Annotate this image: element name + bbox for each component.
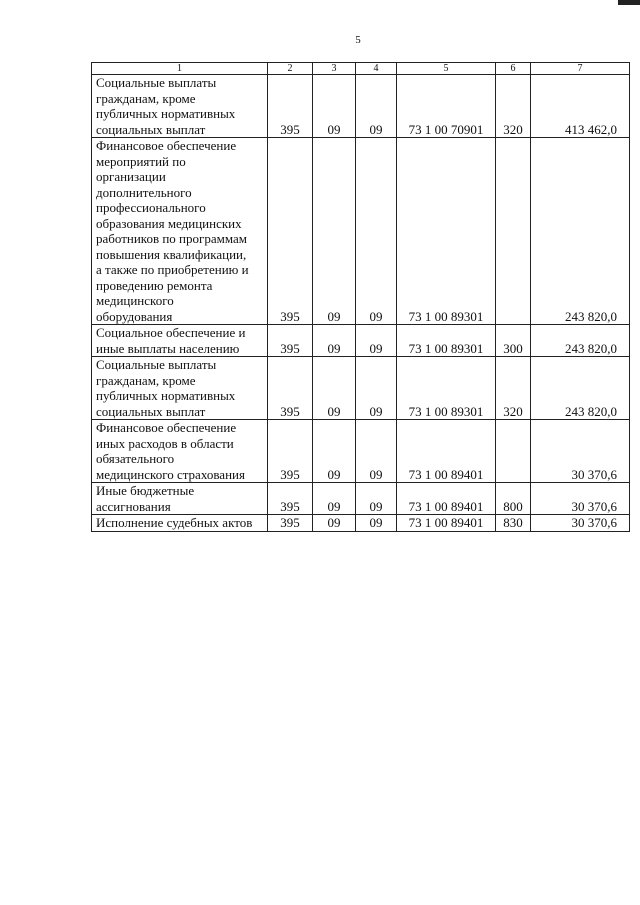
table-row <box>92 138 630 325</box>
section-code: 09 <box>313 138 356 325</box>
subsection-code: 09 <box>356 420 397 483</box>
expense-name: Социальные выплаты гражданам, кроме публичных нормативных социальных выплат <box>92 75 268 138</box>
amount-value: 30 370,6 <box>531 515 630 532</box>
grbs-code: 395 <box>268 483 313 515</box>
section-code: 09 <box>313 75 356 138</box>
amount-value: 30 370,6 <box>531 483 630 515</box>
section-code: 09 <box>313 420 356 483</box>
expense-name: Исполнение судебных актов <box>92 515 268 532</box>
section-code: 09 <box>313 515 356 532</box>
subsection-code: 09 <box>356 515 397 532</box>
subsection-code: 09 <box>356 483 397 515</box>
table-row <box>92 483 630 515</box>
column-header-1: 1 <box>92 63 268 75</box>
subsection-code: 09 <box>356 138 397 325</box>
target-article-code: 73 1 00 89401 <box>397 515 496 532</box>
expense-type-code <box>496 138 531 325</box>
table-row <box>92 357 630 420</box>
column-header-6: 6 <box>496 63 531 75</box>
grbs-code: 395 <box>268 420 313 483</box>
expense-type-code: 830 <box>496 515 531 532</box>
table-row <box>92 325 630 357</box>
table-row <box>92 515 630 532</box>
expense-name: Социальное обеспечение и иные выплаты населению <box>92 325 268 357</box>
column-header-4: 4 <box>356 63 397 75</box>
target-article-code: 73 1 00 89401 <box>397 420 496 483</box>
expense-name: Иные бюджетные ассигнования <box>92 483 268 515</box>
expense-name: Финансовое обеспечение мероприятий по организации дополнительного профессионального образования медицинских работников по программам повышения квалификации, а также по приобретению и проведению ремонта медицинского оборудования <box>92 138 268 325</box>
section-code: 09 <box>313 483 356 515</box>
target-article-code: 73 1 00 89301 <box>397 325 496 357</box>
column-header-2: 2 <box>268 63 313 75</box>
expense-name: Социальные выплаты гражданам, кроме публичных нормативных социальных выплат <box>92 357 268 420</box>
amount-value: 413 462,0 <box>531 75 630 138</box>
amount-value: 243 820,0 <box>531 325 630 357</box>
column-header-7: 7 <box>531 63 630 75</box>
target-article-code: 73 1 00 89301 <box>397 357 496 420</box>
grbs-code: 395 <box>268 325 313 357</box>
grbs-code: 395 <box>268 75 313 138</box>
subsection-code: 09 <box>356 75 397 138</box>
expense-type-code <box>496 420 531 483</box>
section-code: 09 <box>313 325 356 357</box>
column-header-3: 3 <box>313 63 356 75</box>
budget-table <box>91 62 630 532</box>
target-article-code: 73 1 00 89401 <box>397 483 496 515</box>
subsection-code: 09 <box>356 357 397 420</box>
expense-name: Финансовое обеспечение иных расходов в области обязательного медицинского страхования <box>92 420 268 483</box>
expense-type-code: 800 <box>496 483 531 515</box>
amount-value: 243 820,0 <box>531 138 630 325</box>
target-article-code: 73 1 00 70901 <box>397 75 496 138</box>
page-number: 5 <box>355 34 361 46</box>
subsection-code: 09 <box>356 325 397 357</box>
section-code: 09 <box>313 357 356 420</box>
target-article-code: 73 1 00 89301 <box>397 138 496 325</box>
table-row <box>92 75 630 138</box>
grbs-code: 395 <box>268 515 313 532</box>
amount-value: 243 820,0 <box>531 357 630 420</box>
table-row <box>92 420 630 483</box>
expense-type-code: 300 <box>496 325 531 357</box>
expense-type-code: 320 <box>496 75 531 138</box>
grbs-code: 395 <box>268 357 313 420</box>
grbs-code: 395 <box>268 138 313 325</box>
column-number-row <box>92 63 630 75</box>
amount-value: 30 370,6 <box>531 420 630 483</box>
column-header-5: 5 <box>397 63 496 75</box>
expense-type-code: 320 <box>496 357 531 420</box>
scan-corner-mark <box>618 0 640 5</box>
